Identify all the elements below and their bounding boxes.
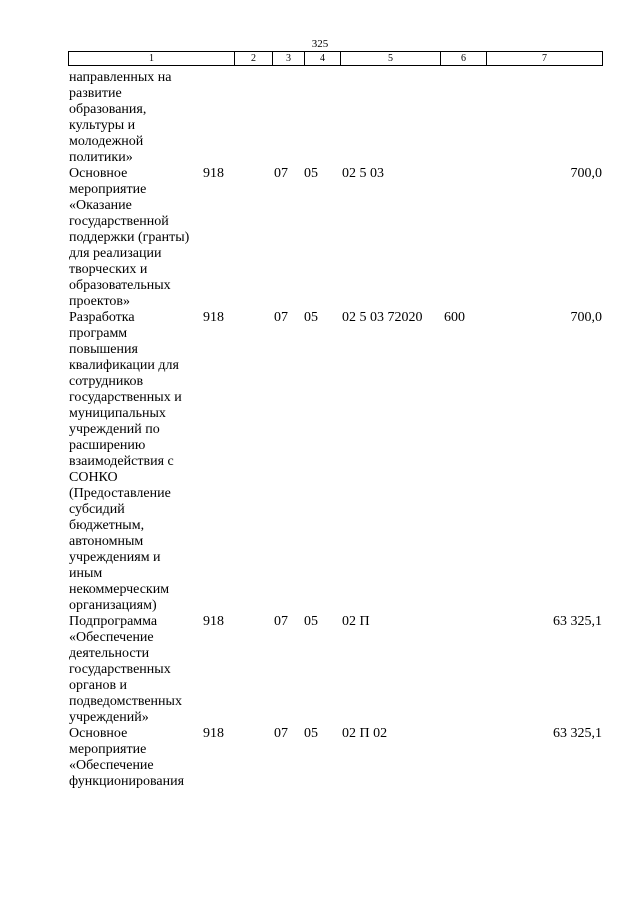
row-gr-code: 918 bbox=[203, 726, 224, 741]
row-name-line: Основное bbox=[69, 166, 128, 181]
row-gr-code: 918 bbox=[203, 166, 224, 181]
row-amount: 700,0 bbox=[570, 166, 602, 181]
row-name-line: проектов» bbox=[69, 294, 131, 309]
header-col-7: 7 bbox=[487, 52, 603, 66]
row-name-line: программ bbox=[69, 326, 128, 341]
table-row bbox=[0, 726, 640, 790]
row-target-article: 02 П 02 bbox=[342, 726, 388, 741]
row-target-article: 02 П bbox=[342, 614, 370, 629]
row-target-article: 02 5 03 bbox=[342, 166, 384, 181]
header-col-5: 5 bbox=[341, 52, 441, 66]
row-subsection: 05 bbox=[304, 166, 318, 181]
row-name-line: мероприятие bbox=[69, 742, 147, 757]
row-name-line: политики» bbox=[69, 150, 133, 165]
row-name-line: учреждений» bbox=[69, 710, 149, 725]
row-name-line: сотрудников bbox=[69, 374, 144, 389]
row-name-line: поддержки (гранты) bbox=[69, 230, 190, 245]
row-name-line: органов и bbox=[69, 678, 128, 693]
header-col-2: 2 bbox=[235, 52, 273, 66]
row-gr-code: 918 bbox=[203, 310, 224, 325]
row-name-line: некоммерческим bbox=[69, 582, 170, 597]
row-name-line: СОНКО bbox=[69, 470, 118, 485]
table-row bbox=[0, 70, 640, 166]
row-name bbox=[69, 726, 201, 790]
row-name-line: деятельности bbox=[69, 646, 150, 661]
row-name-line: образования, bbox=[69, 102, 147, 117]
row-name-line: субсидий bbox=[69, 502, 125, 517]
header-col-3: 3 bbox=[273, 52, 305, 66]
row-name-line: подведомственных bbox=[69, 694, 182, 709]
row-name-line: Подпрограмма bbox=[69, 614, 158, 629]
row-expense-type: 600 bbox=[444, 310, 465, 325]
row-subsection: 05 bbox=[304, 726, 318, 741]
page-number: 325 bbox=[311, 38, 329, 50]
row-amount: 700,0 bbox=[570, 310, 602, 325]
row-amount: 63 325,1 bbox=[553, 726, 602, 741]
row-name-line: повышения bbox=[69, 342, 138, 357]
row-name-line: образовательных bbox=[69, 278, 171, 293]
row-name-line: иным bbox=[69, 566, 103, 581]
row-name-line: взаимодействия с bbox=[69, 454, 174, 469]
row-name bbox=[69, 614, 201, 726]
column-number-header bbox=[68, 51, 603, 66]
row-name-line: организациям) bbox=[69, 598, 157, 613]
row-subsection: 05 bbox=[304, 310, 318, 325]
row-name-line: расширению bbox=[69, 438, 146, 453]
row-name-line: мероприятие bbox=[69, 182, 147, 197]
row-name-line: «Обеспечение bbox=[69, 758, 154, 773]
row-name-line: культуры и bbox=[69, 118, 136, 133]
row-name-line: бюджетным, bbox=[69, 518, 145, 533]
row-name-line: «Обеспечение bbox=[69, 630, 154, 645]
row-target-article: 02 5 03 72020 bbox=[342, 310, 423, 325]
row-name-line: квалификации для bbox=[69, 358, 179, 373]
row-name-line: учреждений по bbox=[69, 422, 160, 437]
table-row bbox=[0, 614, 640, 726]
row-section: 07 bbox=[274, 614, 288, 629]
header-col-4: 4 bbox=[305, 52, 341, 66]
row-name-line: функционирования bbox=[69, 774, 185, 789]
row-subsection: 05 bbox=[304, 614, 318, 629]
row-name-line: учреждениям и bbox=[69, 550, 161, 565]
row-name-line: молодежной bbox=[69, 134, 144, 149]
row-gr-code: 918 bbox=[203, 614, 224, 629]
row-name-line: Основное bbox=[69, 726, 128, 741]
table-row bbox=[0, 166, 640, 310]
row-name bbox=[69, 310, 201, 614]
row-section: 07 bbox=[274, 166, 288, 181]
row-amount: 63 325,1 bbox=[553, 614, 602, 629]
row-name bbox=[69, 166, 201, 310]
row-name-line: творческих и bbox=[69, 262, 148, 277]
header-col-6: 6 bbox=[441, 52, 487, 66]
row-name-line: направленных на bbox=[69, 70, 172, 85]
row-name-line: развитие bbox=[69, 86, 122, 101]
row-name-line: автономным bbox=[69, 534, 144, 549]
header-col-1: 1 bbox=[69, 52, 235, 66]
row-section: 07 bbox=[274, 726, 288, 741]
row-name-line: (Предоставление bbox=[69, 486, 171, 501]
row-name-line: государственных bbox=[69, 662, 171, 677]
row-name-line: государственной bbox=[69, 214, 169, 229]
row-name bbox=[69, 70, 201, 166]
row-name-line: Разработка bbox=[69, 310, 135, 325]
table-row bbox=[0, 310, 640, 614]
row-name-line: «Оказание bbox=[69, 198, 132, 213]
row-name-line: муниципальных bbox=[69, 406, 166, 421]
row-section: 07 bbox=[274, 310, 288, 325]
row-name-line: государственных и bbox=[69, 390, 182, 405]
row-name-line: для реализации bbox=[69, 246, 162, 261]
